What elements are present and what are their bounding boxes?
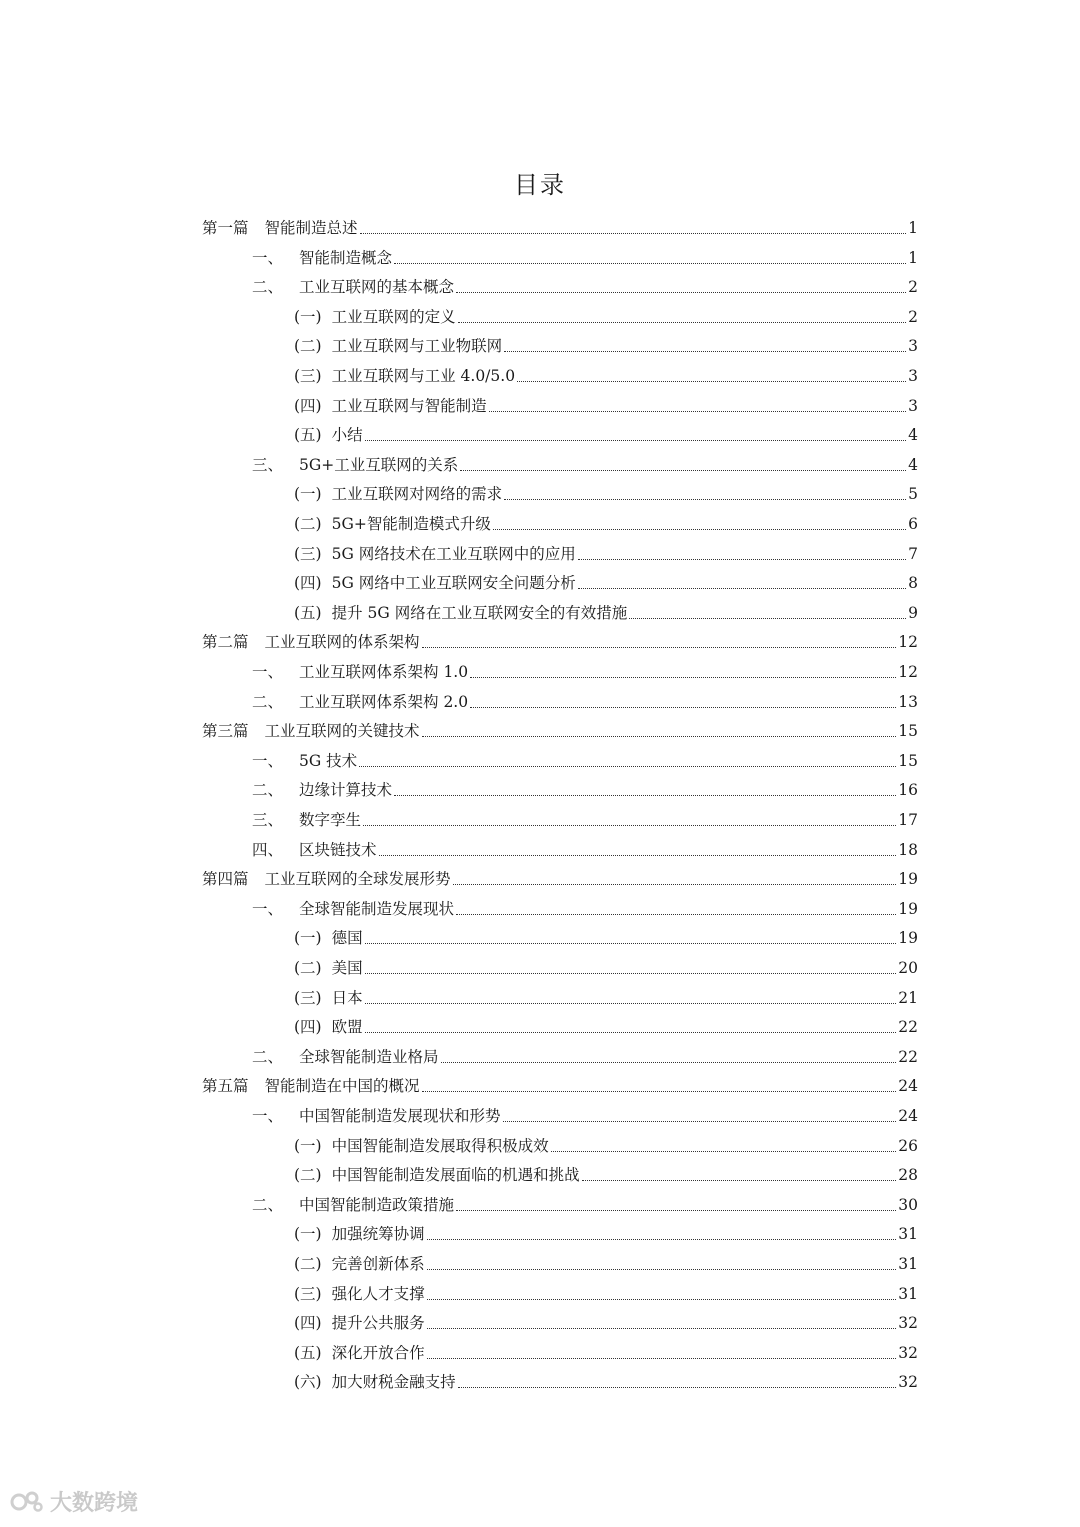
toc-page-number: 32 [898, 1314, 918, 1333]
toc-entry-number: 第一篇 [202, 219, 249, 237]
watermark-logo-icon [10, 1489, 44, 1515]
toc-page-number: 22 [898, 1018, 918, 1037]
toc-entry-title: 美国 [331, 959, 363, 977]
toc-entry[interactable] [294, 419, 918, 449]
toc-entry-title: 5G 网络中工业互联网安全问题分析 [331, 574, 576, 593]
toc-entry[interactable] [252, 449, 918, 479]
toc-leader-dots [458, 321, 907, 323]
toc-entry-number: (一) [294, 929, 322, 948]
toc-entry[interactable] [294, 1337, 918, 1367]
toc-entry[interactable] [294, 1307, 918, 1337]
toc-entry[interactable] [294, 330, 918, 360]
toc-leader-dots [422, 735, 897, 737]
toc-leader-dots [427, 1268, 897, 1270]
toc-entry-number: (三) [294, 367, 322, 385]
toc-entry[interactable] [252, 686, 918, 716]
toc-entry-title: 中国智能制造政策措施 [299, 1195, 455, 1214]
toc-entry-number: 二、 [252, 692, 284, 711]
toc-entry-number: (三) [294, 544, 322, 563]
toc-entry-label [294, 988, 363, 1008]
toc-leader-dots [365, 1002, 897, 1004]
toc-page-number: 26 [898, 1136, 918, 1155]
toc-entry-label [294, 1017, 363, 1037]
toc-page-number: 15 [898, 722, 918, 741]
toc-entry[interactable] [252, 1041, 918, 1071]
toc-leader-dots [517, 380, 906, 382]
toc-leader-dots [427, 1357, 897, 1359]
toc-entry-title: 提升 5G 网络在工业互联网安全的有效措施 [331, 603, 628, 622]
toc-entry-label [294, 336, 502, 356]
toc-entry-number: (五) [294, 426, 322, 445]
toc-page-number: 1 [908, 248, 918, 267]
toc-entry-title: 区块链技术 [299, 840, 377, 859]
toc-entry[interactable] [252, 242, 918, 272]
toc-entry[interactable] [202, 626, 918, 656]
toc-page-number: 13 [898, 692, 918, 711]
toc-page-number: 32 [898, 1343, 918, 1362]
toc-leader-dots [365, 439, 907, 441]
toc-entry-number: (五) [294, 603, 322, 622]
toc-leader-dots [629, 617, 906, 619]
toc-entry[interactable] [294, 1218, 918, 1248]
toc-entry[interactable] [294, 390, 918, 420]
toc-leader-dots [422, 646, 897, 648]
toc-entry-label [252, 455, 458, 475]
toc-entry-label [294, 307, 456, 327]
toc-entry-title: 智能制造总述 [264, 219, 358, 237]
toc-entry[interactable] [294, 1159, 918, 1189]
toc-entry-number: (四) [294, 1018, 322, 1037]
toc-entry[interactable] [252, 271, 918, 301]
toc-entry-title: 中国智能制造发展现状和形势 [299, 1107, 501, 1125]
toc-entry[interactable] [294, 1366, 918, 1396]
toc-entry[interactable] [294, 478, 918, 508]
toc-leader-dots [359, 765, 896, 767]
toc-page-number: 15 [898, 751, 918, 770]
toc-entry-number: 二、 [252, 1195, 284, 1214]
toc-entry-number: (一) [294, 307, 322, 326]
toc-entry[interactable] [294, 1248, 918, 1278]
toc-entry[interactable] [294, 922, 918, 952]
toc-entry-number: 一、 [252, 663, 284, 681]
toc-entry-title: 智能制造概念 [299, 248, 393, 267]
toc-entry-title: 数字孪生 [299, 811, 362, 829]
toc-entry-title: 工业互联网的关键技术 [264, 722, 420, 741]
toc-leader-dots [470, 676, 896, 678]
toc-entry-title: 工业互联网的体系架构 [264, 633, 420, 652]
toc-entry-number: (四) [294, 1314, 322, 1333]
toc-leader-dots [427, 1327, 897, 1329]
toc-entry[interactable] [202, 212, 918, 242]
toc-page-number: 3 [908, 367, 918, 385]
toc-entry-number: 一、 [252, 1107, 284, 1125]
toc-entry-title: 欧盟 [331, 1018, 363, 1037]
toc-entry-title: 完善创新体系 [331, 1255, 425, 1273]
toc-page-number: 19 [898, 899, 918, 918]
toc-entry-number: (六) [294, 1373, 322, 1392]
toc-page-number: 7 [908, 544, 918, 563]
toc-entry-label [202, 1076, 420, 1096]
toc-page-number: 28 [898, 1166, 918, 1185]
toc-entry-number: (四) [294, 574, 322, 593]
toc-entry-title: 加强统筹协调 [331, 1225, 425, 1244]
toc-entry-title: 工业互联网体系架构 1.0 [299, 663, 469, 681]
toc-entry-label [252, 692, 468, 712]
toc-leader-dots [503, 1120, 897, 1122]
toc-page-number: 8 [908, 574, 918, 593]
toc-page-number: 24 [898, 1077, 918, 1096]
toc-entry-number: (二) [294, 959, 322, 977]
toc-page-number: 16 [898, 781, 918, 800]
toc-entry-title: 小结 [331, 426, 363, 445]
toc-entry[interactable] [294, 952, 918, 982]
toc-entry-number: 二、 [252, 278, 284, 297]
toc-entry-number: (二) [294, 337, 322, 356]
toc-entry-number: (一) [294, 485, 322, 504]
toc-leader-dots [470, 706, 896, 708]
toc-leader-dots [504, 350, 906, 352]
toc-leader-dots [551, 1150, 897, 1152]
toc-entry-number: 二、 [252, 1047, 284, 1066]
toc-entry-title: 工业互联网与工业物联网 [331, 337, 503, 356]
toc-leader-dots [456, 291, 906, 293]
toc-entry-label [252, 840, 377, 860]
toc-page-number: 18 [898, 840, 918, 859]
toc-page-number: 5 [908, 485, 918, 504]
toc-entry-label [294, 396, 487, 416]
toc-page-number: 3 [908, 396, 918, 415]
toc-entry-number: 第二篇 [202, 633, 249, 652]
toc-entry[interactable] [294, 982, 918, 1012]
toc-leader-dots [394, 262, 906, 264]
toc-entry-number: (四) [294, 396, 322, 415]
toc-entry-label [294, 484, 502, 504]
toc-entry-number: 一、 [252, 899, 284, 918]
toc-leader-dots [460, 469, 906, 471]
toc-entry-title: 工业互联网体系架构 2.0 [299, 692, 469, 711]
toc-entry-number: 第五篇 [202, 1077, 249, 1096]
toc-entry-title: 5G+工业互联网的关系 [299, 455, 459, 474]
toc-entry-label [252, 810, 361, 830]
toc-entry-number: (五) [294, 1343, 322, 1362]
toc-page-number: 22 [898, 1047, 918, 1066]
toc-entry[interactable] [294, 1130, 918, 1160]
toc-entry[interactable] [252, 804, 918, 834]
toc-entry-label [294, 1313, 425, 1333]
toc-entry-number: (二) [294, 1166, 322, 1185]
toc-entry-label [202, 632, 420, 652]
toc-entry[interactable] [252, 745, 918, 775]
toc-entry[interactable] [202, 715, 918, 745]
toc-entry[interactable] [294, 360, 918, 390]
watermark-text: 大数跨境 [50, 1491, 139, 1516]
toc-entry-number: 一、 [252, 751, 284, 770]
toc-entry-number: (二) [294, 1255, 322, 1273]
toc-entry[interactable] [294, 1278, 918, 1308]
toc-leader-dots [365, 1031, 897, 1033]
toc-entry-label [252, 277, 454, 297]
toc-entry[interactable] [252, 834, 918, 864]
toc-page-number: 31 [898, 1284, 918, 1303]
toc-leader-dots [379, 854, 897, 856]
toc-leader-dots [427, 1298, 897, 1300]
toc-entry[interactable] [252, 1100, 918, 1130]
toc-entry[interactable] [202, 1070, 918, 1100]
toc-leader-dots [365, 972, 897, 974]
toc-page-number: 31 [898, 1225, 918, 1244]
toc-entry-title: 加大财税金融支持 [331, 1373, 456, 1392]
toc-leader-dots [582, 1179, 897, 1181]
page-title: 目录 [514, 171, 566, 199]
toc-page-number: 9 [908, 603, 918, 622]
toc-entry-label [252, 1106, 501, 1126]
toc-entry-number: 四、 [252, 840, 284, 859]
toc-entry-number: 一、 [252, 248, 284, 267]
toc-entry-number: (二) [294, 515, 322, 533]
toc-entry-label [294, 603, 627, 623]
toc-entry-number: (一) [294, 1225, 322, 1244]
toc-entry[interactable] [294, 597, 918, 627]
toc-entry-title: 深化开放合作 [331, 1343, 425, 1362]
toc-entry-label [252, 780, 392, 800]
toc-entry-label [252, 751, 357, 771]
toc-entry-title: 强化人才支撑 [331, 1284, 425, 1303]
toc-entry-label [294, 1372, 456, 1392]
toc-entry-title: 工业互联网对网络的需求 [331, 485, 503, 504]
toc-entry-title: 全球智能制造业格局 [299, 1047, 439, 1066]
toc-entry-label [252, 248, 392, 268]
toc-entry[interactable] [252, 1189, 918, 1219]
toc-entry[interactable] [252, 893, 918, 923]
toc-entry-title: 工业互联网与智能制造 [331, 396, 487, 415]
toc-leader-dots [453, 883, 897, 885]
toc-page-number: 21 [898, 988, 918, 1007]
toc-page-number: 4 [908, 455, 918, 474]
toc-entry-label [294, 1254, 425, 1274]
toc-entry-label [294, 425, 363, 445]
toc-entry-number: 三、 [252, 455, 284, 474]
toc-leader-dots [365, 942, 897, 944]
toc-entry-label [252, 1047, 439, 1067]
toc-entry[interactable] [294, 1011, 918, 1041]
toc-leader-dots [394, 794, 896, 796]
toc-entry[interactable] [294, 567, 918, 597]
toc-entry-label [294, 366, 515, 386]
toc-entry-number: (三) [294, 1284, 322, 1303]
toc-entry-title: 5G+智能制造模式升级 [331, 515, 491, 533]
toc-page-number: 4 [908, 426, 918, 445]
toc-leader-dots [360, 232, 907, 234]
toc-leader-dots [427, 1238, 897, 1240]
toc-leader-dots [458, 1386, 897, 1388]
toc-entry-label [294, 1136, 549, 1156]
toc-entry-label [252, 1195, 454, 1215]
toc-page-number: 24 [898, 1107, 918, 1125]
toc-leader-dots [504, 498, 906, 500]
toc-entry-label [294, 1284, 425, 1304]
toc-entry-label [294, 514, 491, 534]
toc-entry-label [252, 899, 454, 919]
toc-leader-dots [456, 1209, 896, 1211]
toc-entry-number: (三) [294, 988, 322, 1007]
toc-page-number: 12 [898, 663, 918, 681]
toc-page-number: 1 [908, 219, 918, 237]
watermark [10, 1486, 138, 1517]
toc-leader-dots [493, 528, 906, 530]
toc-leader-dots [441, 1061, 897, 1063]
toc-page-number: 19 [898, 870, 918, 889]
toc-entry-label [294, 928, 363, 948]
toc-entry-number: (一) [294, 1136, 322, 1155]
toc-entry[interactable] [252, 656, 918, 686]
toc-entry-number: 二、 [252, 781, 284, 800]
toc-entry-number: 三、 [252, 811, 284, 829]
toc-entry-label [202, 869, 451, 889]
toc-page-number: 2 [908, 278, 918, 297]
toc-page-number: 2 [908, 307, 918, 326]
toc-entry-label [252, 662, 468, 682]
toc-page-number: 32 [898, 1373, 918, 1392]
toc-entry-title: 工业互联网的定义 [331, 307, 456, 326]
toc-page-number: 3 [908, 337, 918, 356]
toc-entry[interactable] [294, 538, 918, 568]
toc-entry-number: 第四篇 [202, 870, 249, 889]
toc-entry-title: 5G 技术 [299, 751, 358, 770]
toc-entry-label [202, 218, 358, 238]
toc-entry-label [294, 573, 576, 593]
toc-entry[interactable] [294, 508, 918, 538]
toc-entry-title: 工业互联网的全球发展形势 [264, 870, 451, 889]
toc-page-number: 12 [898, 633, 918, 652]
toc-entry-title: 工业互联网与工业 4.0/5.0 [331, 367, 516, 385]
toc-entry-label [294, 1165, 580, 1185]
toc-entry-title: 中国智能制造发展取得积极成效 [331, 1136, 549, 1155]
toc-entry-label [294, 544, 576, 564]
toc-entry-title: 边缘计算技术 [299, 781, 393, 800]
toc-leader-dots [456, 913, 896, 915]
toc-page-number: 30 [898, 1195, 918, 1214]
toc-entry-label [202, 721, 420, 741]
toc-entry-title: 工业互联网的基本概念 [299, 278, 455, 297]
toc-entry[interactable] [252, 774, 918, 804]
toc-entry-title: 5G 网络技术在工业互联网中的应用 [331, 544, 576, 563]
toc-entry[interactable] [294, 301, 918, 331]
toc-entry-number: 第三篇 [202, 722, 249, 741]
toc-entry-title: 全球智能制造发展现状 [299, 899, 455, 918]
toc-page-number: 6 [908, 515, 918, 533]
toc-entry-title: 智能制造在中国的概况 [264, 1077, 420, 1096]
toc-entry-title: 提升公共服务 [331, 1314, 425, 1333]
toc-page-number: 17 [898, 811, 918, 829]
toc-entry-title: 日本 [331, 988, 363, 1007]
toc-entry-title: 德国 [331, 929, 363, 948]
toc-page-number: 19 [898, 929, 918, 948]
toc-leader-dots [578, 587, 906, 589]
toc-page-number: 31 [898, 1255, 918, 1273]
toc-leader-dots [422, 1090, 897, 1092]
toc-leader-dots [363, 824, 896, 826]
toc-entry[interactable] [202, 863, 918, 893]
toc-entry-label [294, 1224, 425, 1244]
toc-entry-title: 中国智能制造发展面临的机遇和挑战 [331, 1166, 580, 1185]
toc-leader-dots [489, 410, 907, 412]
toc-entry-label [294, 958, 363, 978]
toc-leader-dots [578, 558, 906, 560]
toc-entry-label [294, 1343, 425, 1363]
toc-page-number: 20 [898, 959, 918, 977]
